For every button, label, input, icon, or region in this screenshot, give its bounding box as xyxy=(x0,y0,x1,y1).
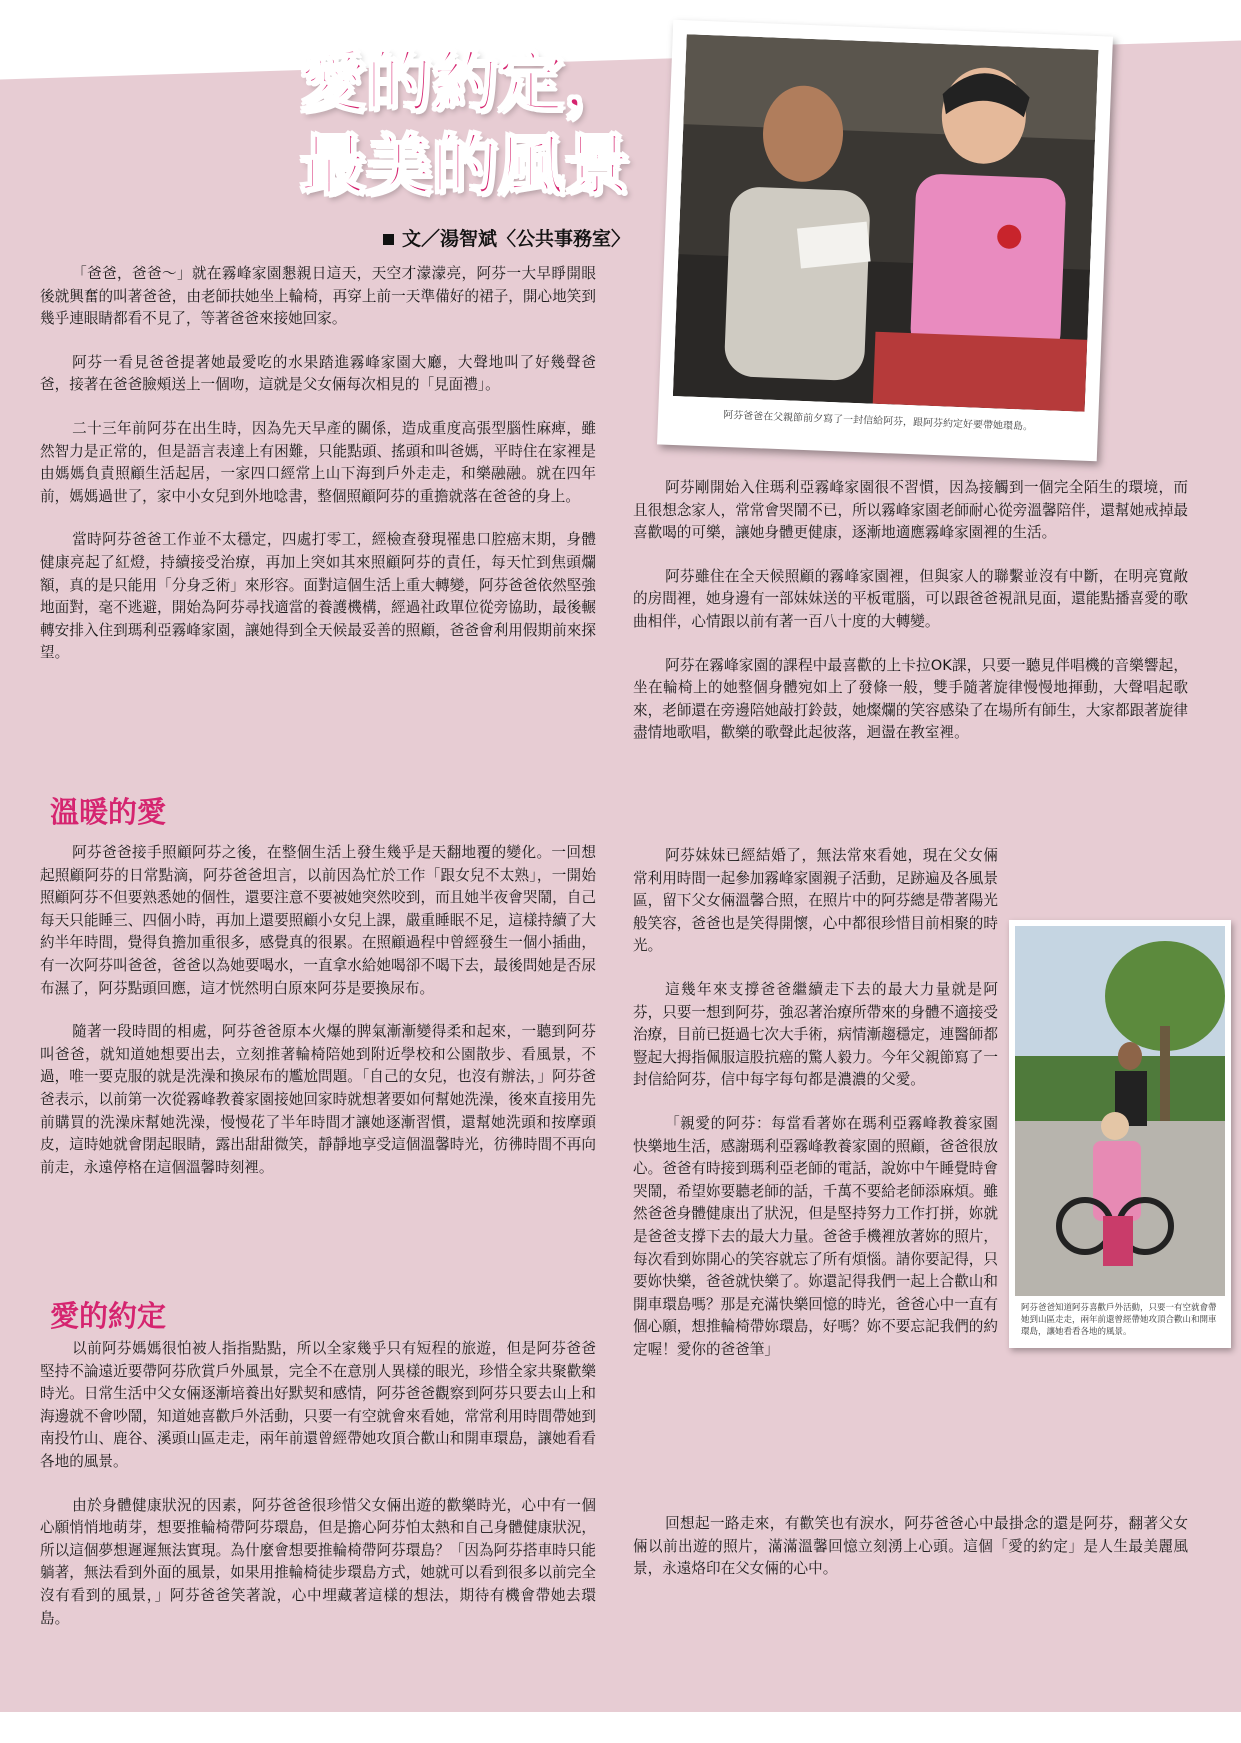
paragraph: 二十三年前阿芬在出生時，因為先天早產的關係，造成重度高張型腦性麻痺，雖然智力是正常的，但是語言表達上有困難，只能點頭、搖頭和叫爸媽，平時住在家裡是由媽媽負責照顧生活起居，一家四口經常上山下海到戶外走走，和樂融融。就在四年前，媽媽過世了，家中小女兒到外地唸書，整個照顧阿芬的重擔就落在爸爸的身上。 xyxy=(40,419,596,505)
left-column-promise xyxy=(40,1338,596,1651)
photo-father-daughter xyxy=(657,20,1113,462)
photo-illustration xyxy=(1015,926,1225,1296)
paragraph: 隨著一段時間的相處，阿芬爸爸原本火爆的脾氣漸漸變得柔和起來，一聽到阿芬叫爸爸，就知道她想要出去，立刻推著輪椅陪她到附近學校和公園散步、看風景，不過，唯一要克服的就是洗澡和換尿布的尷尬問題。「自己的女兒，也沒有辦法，」阿芬爸爸表示，以前第一次從霧峰教養家園接她回家時就想著要如何幫她洗澡，後來直接用先前購買的洗澡床幫她洗澡，慢慢花了半年時間才讓她逐漸習慣，還幫她洗頭和按摩頭皮，這時她就會閉起眼睛，露出甜甜微笑，靜靜地享受這個溫馨時光，彷彿時間不再向前走，永遠停格在這個溫馨時刻裡。 xyxy=(40,1023,596,1176)
paragraph: 當時阿芬爸爸工作並不太穩定，四處打零工，經檢查發現罹患口腔癌末期，身體健康亮起了紅燈，持續接受治療，再加上突如其來照顧阿芬的責任，每天忙到焦頭爛額，真的是只能用「分身乏術」來形容。面對這個生活上重大轉變，阿芬爸爸依然堅強地面對，毫不逃避，開始為阿芬尋找適當的養護機構，經過社政單位從旁協助，最後輾轉安排入住到瑪利亞霧峰家園，讓她得到全天候最妥善的照顧，爸爸會利用假期前來探望。 xyxy=(40,531,596,662)
paragraph: 阿芬在霧峰家園的課程中最喜歡的上卡拉OK課，只要一聽見伴唱機的音樂響起，坐在輪椅上的她整個身體宛如上了發條一般，雙手隨著旋律慢慢地揮動，大聲唱起歌來，老師還在旁邊陪她敲打鈴鼓，她燦爛的笑容感染了在場所有師生，大家都跟著旋律盡情地歌唱，歡樂的歌聲此起彼落，迴盪在教室裡。 xyxy=(633,656,1188,742)
article-title-line2: 最美的風景 xyxy=(300,126,630,204)
square-bullet-icon xyxy=(383,234,394,245)
right-column-bottom xyxy=(633,1513,1188,1602)
byline xyxy=(330,224,630,251)
paragraph: 阿芬一看見爸爸提著她最愛吃的水果踏進霧峰家園大廳，大聲地叫了好幾聲爸爸，接著在爸爸臉頰送上一個吻，這就是父女倆每次相見的「見面禮」。 xyxy=(40,353,596,394)
paragraph: 「爸爸，爸爸～」就在霧峰家園懇親日這天，天空才濛濛亮，阿芬一大早睜開眼後就興奮的叫著爸爸，由老師扶她坐上輪椅，再穿上前一天準備好的裙子，開心地笑到幾乎連眼睛都看不見了，等著爸爸來接她回家。 xyxy=(40,265,596,328)
paragraph: 阿芬剛開始入住瑪利亞霧峰家園很不習慣，因為接觸到一個完全陌生的環境，而且很想念家人，常常會哭鬧不已，所以霧峰家園老師耐心從旁溫馨陪伴，還幫她戒掉最喜歡喝的可樂，讓她身體更健康，逐漸地適應霧峰家園裡的生活。 xyxy=(633,479,1188,542)
photo-wheelchair-outing xyxy=(1009,920,1231,1348)
right-column-top xyxy=(633,477,1188,766)
bottom-margin xyxy=(0,1712,1241,1743)
article-title-line1: 愛的約定， xyxy=(300,43,630,121)
section-heading-warm: 溫暖的愛 xyxy=(50,795,167,829)
paragraph: 阿芬爸爸接手照顧阿芬之後，在整個生活上發生幾乎是天翻地覆的變化。一回想起照顧阿芬的日常點滴，阿芬爸爸坦言，以前因為忙於工作「跟女兒不太熟」，一開始照顧阿芬不但要熟悉她的個性，還要注意不要被她突然咬到，而且她半夜會哭鬧，自己每天只能睡三、四個小時，再加上還要照顧小女兒上課，嚴重睡眠不足，這樣持續了大約半年時間，覺得負擔加重很多，感覺真的很累。在照顧過程中曾經發生一個小插曲，有一次阿芬叫爸爸，爸爸以為她要喝水，一直拿水給她喝卻不喝下去，最後問她是否尿布濕了，阿芬點頭回應，這才恍然明白原來阿芬是要換尿布。 xyxy=(40,844,596,997)
photo-image xyxy=(673,34,1099,412)
paragraph: 阿芬雖住在全天候照顧的霧峰家園裡，但與家人的聯繫並沒有中斷，在明亮寬敞的房間裡，她身邊有一部妹妹送的平板電腦，可以跟爸爸視訊見面，還能點播喜愛的歌曲相伴，心情跟以前有著一百八十度的大轉變。 xyxy=(633,567,1188,630)
photo2-caption: 阿芬爸爸知道阿芬喜歡戶外活動，只要一有空就會帶她到山區走走，兩年前還曾經帶她攻頂合歡山和開車環島，讓她看看各地的風景。 xyxy=(1021,1303,1217,1337)
paragraph: 這幾年來支撐爸爸繼續走下去的最大力量就是阿芬，只要一想到阿芬，強忍著治療所帶來的身體不適接受治療，目前已挺過七次大手術，病情漸趨穩定，連醫師都豎起大拇指佩服這股抗癌的驚人毅力。今年父親節寫了一封信給阿芬，信中每字每句都是濃濃的父愛。 xyxy=(633,980,998,1089)
paragraph: 「親愛的阿芬：每當看著妳在瑪利亞霧峰教養家園快樂地生活，感謝瑪利亞霧峰教養家園的照顧，爸爸很放心。爸爸有時接到瑪利亞老師的電話，說妳中午睡覺時會哭鬧，希望妳要聽老師的話，千萬不要給老師添麻煩。雖然爸爸身體健康出了狀況，但是堅持努力工作打拼，妳就是爸爸支撐下去的最大力量。爸爸手機裡放著妳的照片，每次看到妳開心的笑容就忘了所有煩惱。請你要記得，只要妳快樂，爸爸就快樂了。妳還記得我們一起上合歡山和開車環島嗎？那是充滿快樂回憶的時光，爸爸心中一直有個心願，想推輪椅帶妳環島，好嗎？妳不要忘記我們的約定喔！愛你的爸爸筆」 xyxy=(633,1114,998,1358)
left-column-intro xyxy=(40,263,596,686)
paragraph: 回想起一路走來，有歡笑也有淚水，阿芬爸爸心中最掛念的還是阿芬，翻著父女倆以前出遊的照片，滿滿溫馨回憶立刻湧上心頭。這個「愛的約定」是人生最美麗風景，永遠烙印在父女倆的心中。 xyxy=(633,1515,1188,1578)
photo-image xyxy=(1015,926,1225,1296)
paragraph: 由於身體健康狀況的因素，阿芬爸爸很珍惜父女倆出遊的歡樂時光，心中有一個心願悄悄地萌芽，想要推輪椅帶阿芬環島，但是擔心阿芬怕太熱和自己身體健康狀況，所以這個夢想遲遲無法實現。為什麼會想要推輪椅帶阿芬環島？「因為阿芬搭車時只能躺著，無法看到外面的風景，如果用推輪椅徒步環島方式，她就可以看到很多以前完全沒有看到的風景，」阿芬爸爸笑著說，心中埋藏著這樣的想法，期待有機會帶她去環島。 xyxy=(40,1496,596,1627)
photo-illustration xyxy=(673,34,1099,412)
left-column-warm xyxy=(40,842,596,1200)
section-heading-promise: 愛的約定 xyxy=(50,1299,167,1333)
paragraph: 阿芬妹妹已經結婚了，無法常來看她，現在父女倆常利用時間一起參加霧峰家園親子活動，足跡遍及各風景區，留下父女倆溫馨合照，在照片中的阿芬總是帶著陽光般笑容，爸爸也是笑得開懷，心中都很珍惜目前相聚的時光。 xyxy=(633,847,998,955)
photo1-caption: 阿芬爸爸在父親節前夕寫了一封信給阿芬，跟阿芬約定好要帶她環島。 xyxy=(722,409,1034,433)
paragraph: 以前阿芬媽媽很怕被人指指點點，所以全家幾乎只有短程的旅遊，但是阿芬爸爸堅持不論遠近要帶阿芬欣賞戶外風景，完全不在意別人異樣的眼光，珍惜全家共聚歡樂時光。日常生活中父女倆逐漸培養出好默契和感情，阿芬爸爸觀察到阿芬只要去山上和海邊就不會吵鬧，知道她喜歡戶外活動，只要一有空就會來看她，常常利用時間帶她到南投竹山、鹿谷、溪頭山區走走，兩年前還曾經帶她攻頂合歡山和開車環島，讓她看看各地的風景。 xyxy=(40,1340,596,1470)
right-column-middle xyxy=(633,845,998,1382)
byline-text: 文／湯智斌〈公共事務室〉 xyxy=(401,228,630,250)
